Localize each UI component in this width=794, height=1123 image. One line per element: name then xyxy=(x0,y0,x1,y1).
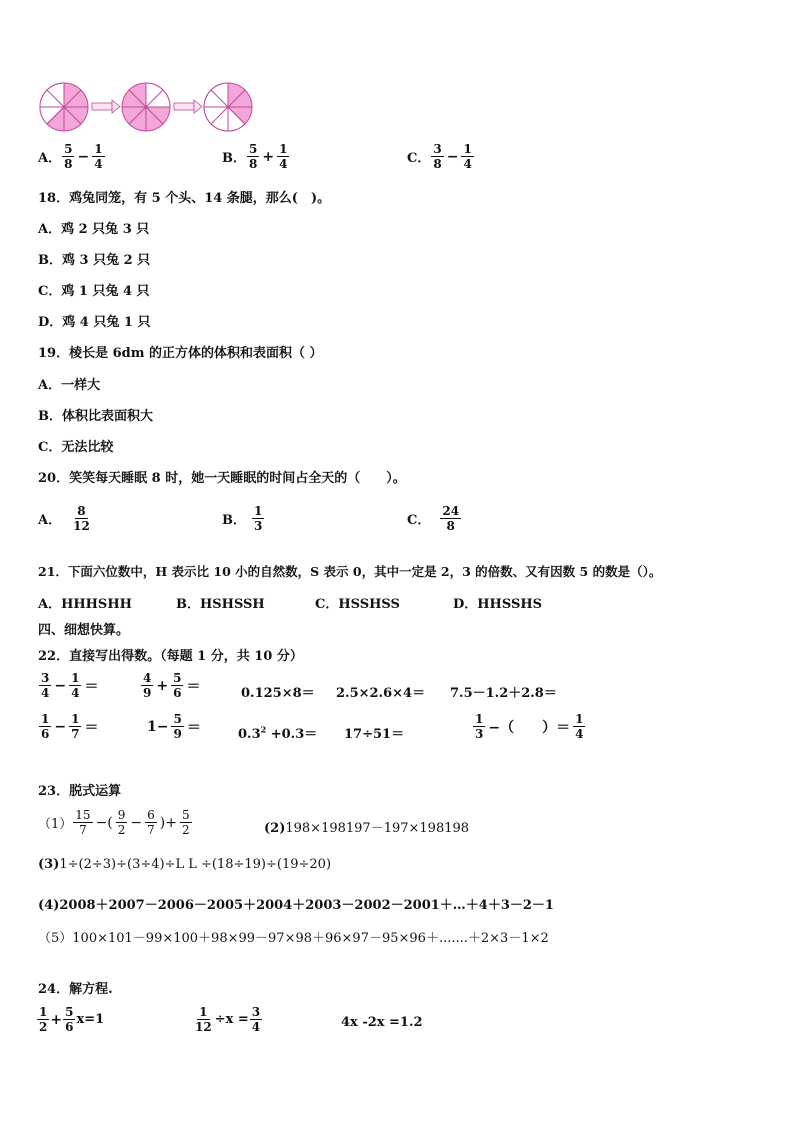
q22-item: 0.125×8＝ xyxy=(241,686,315,701)
option-letter: A． xyxy=(38,151,62,166)
pie-five-eighths xyxy=(40,83,88,131)
fraction: $\frac{5}{8}$ xyxy=(249,142,258,171)
q20-stem: 20．笑笑每天睡眠 8 时，她一天睡眠的时间占全天的（ ）。 xyxy=(38,471,406,486)
fraction-pie-figure xyxy=(38,82,258,138)
q19-stem: 19．棱长是 6dm 的正方体的体积和表面积（ ） xyxy=(38,346,323,361)
section-heading: 四、细想快算。 xyxy=(38,623,130,638)
q20-option-b[interactable] xyxy=(222,504,265,533)
option-letter: C． xyxy=(407,513,431,528)
operator: − xyxy=(77,148,90,165)
fraction: $\frac{1}{4}$ xyxy=(463,142,472,171)
q20-option-c[interactable] xyxy=(407,504,462,533)
pie-result xyxy=(204,83,252,131)
q19-option-c[interactable]: C．无法比较 xyxy=(38,440,114,455)
q22-item: 7.5－1.2＋2.8＝ xyxy=(450,686,557,701)
q23-stem: 23．脱式运算 xyxy=(38,784,122,799)
fraction: $\frac{3}{8}$ xyxy=(433,142,442,171)
q24-equation-1: $\frac{1}{2}$ + $\frac{5}{6}$ x=1 xyxy=(39,1005,105,1034)
option-letter: B． xyxy=(222,513,246,528)
q22-item: $\frac{1}{6}$ − $\frac{1}{7}$ ＝ xyxy=(41,712,99,741)
operator: − xyxy=(446,148,459,165)
q18-option-d[interactable]: D．鸡 4 只兔 1 只 xyxy=(38,315,151,330)
q19-option-a[interactable]: A．一样大 xyxy=(38,378,101,393)
option-letter: C． xyxy=(407,151,431,166)
q22-stem: 22．直接写出得数。（每题 1 分，共 10 分） xyxy=(38,649,303,664)
fraction: $\frac{5}{8}$ xyxy=(64,142,73,171)
q24-equation-2: $\frac{1}{12}$ ÷x = $\frac{3}{4}$ xyxy=(195,1005,261,1034)
q21-option-c[interactable]: C．HSSHSS xyxy=(315,597,400,612)
arrow-icon xyxy=(92,100,120,113)
q22-item: $\frac{4}{9}$ + $\frac{5}{6}$ ＝ xyxy=(143,671,201,700)
q23-part4: (4)2008＋2007－2006－2005＋2004＋2003－2002－2001＋…＋4＋3－2－1 xyxy=(38,898,554,913)
fraction: $\frac{1}{4}$ xyxy=(279,142,288,171)
q21-option-a[interactable]: A．HHHSHH xyxy=(38,597,132,612)
q23-part5: （5）100×101－99×100＋98×99－97×98＋96×97－95×96＋.......＋2×3－1×2 xyxy=(38,931,549,946)
fraction: $\frac{24}{8}$ xyxy=(442,504,460,533)
q23-part3: (3)1÷(2÷3)÷(3÷4)÷L L ÷(18÷19)÷(19÷20) xyxy=(38,857,332,872)
fraction: $\frac{1}{3}$ xyxy=(254,504,263,533)
q23-part1: （1） $\frac{15}{7}$ −( $\frac{9}{2}$ − $\frac{6}{7}$ )+ $\frac{5}{2}$ xyxy=(38,808,190,837)
option-letter: B． xyxy=(222,151,246,166)
q21-option-d[interactable]: D．HHSSHS xyxy=(453,597,543,612)
fraction: $\frac{8}{12}$ xyxy=(73,504,90,533)
q18-option-b[interactable]: B．鸡 3 只兔 2 只 xyxy=(38,253,151,268)
q17-option-a[interactable] xyxy=(38,142,106,171)
q20-option-a[interactable] xyxy=(38,504,93,533)
q17-option-b[interactable] xyxy=(222,142,290,171)
q22-item: 17÷51＝ xyxy=(344,727,405,742)
q19-option-b[interactable]: B．体积比表面积大 xyxy=(38,409,153,424)
q24-stem: 24．解方程. xyxy=(38,982,113,997)
arrow-icon xyxy=(174,100,202,113)
q17-option-c[interactable] xyxy=(407,142,475,171)
operator: + xyxy=(262,148,275,165)
q22-item: $\frac{3}{4}$ − $\frac{1}{4}$ ＝ xyxy=(41,671,99,700)
pie-minus-quarter xyxy=(122,83,170,131)
q22-item: $0.3^2 +0.3=$ xyxy=(238,724,318,742)
q18-option-a[interactable]: A．鸡 2 只兔 3 只 xyxy=(38,222,150,237)
q23-part2: (2)198×198197－197×198198 xyxy=(264,821,470,836)
fraction: $\frac{1}{4}$ xyxy=(94,142,103,171)
q18-option-c[interactable]: C．鸡 1 只兔 4 只 xyxy=(38,284,150,299)
q22-item: 2.5×2.6×4＝ xyxy=(336,686,426,701)
option-letter: A． xyxy=(38,513,62,528)
q21-option-b[interactable]: B．HSHSSH xyxy=(176,597,265,612)
q24-equation-3: 4x -2x =1.2 xyxy=(341,1015,423,1030)
q22-item: $\frac{1}{3}$ −（ ）＝ $\frac{1}{4}$ xyxy=(475,712,584,741)
q18-stem: 18．鸡兔同笼，有 5 个头、14 条腿，那么( )。 xyxy=(38,191,331,206)
q21-stem: 21．下面六位数中，H 表示比 10 小的自然数，S 表示 0，其中一定是 2，3 的倍数、又有因数 5 的数是（）。 xyxy=(38,564,662,579)
q22-item: 1− $\frac{5}{9}$ ＝ xyxy=(147,712,201,741)
